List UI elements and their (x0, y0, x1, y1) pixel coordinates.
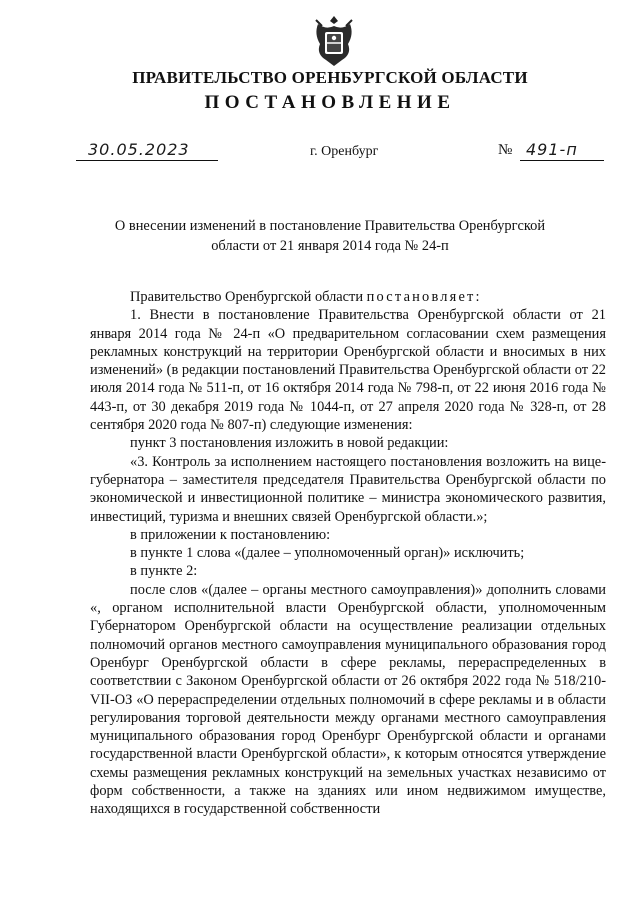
intro-prefix: Правительство Оренбургской области (130, 289, 367, 305)
city-label: г. Оренбург (310, 144, 379, 159)
date-handwritten: 30.05.2023 (88, 140, 190, 159)
organization-title: ПРАВИТЕЛЬСТВО ОРЕНБУРГСКОЙ ОБЛАСТИ (132, 68, 528, 87)
paragraph-6: в пункте 2: (130, 563, 198, 580)
paragraph-3: «3. Контроль за исполнением настоящего постановления возложить на вице-губернатора – заместителя председателя Правительства Оренбургской области по экономической и инвестиционной политике – министра экономического развития, инвестиций, туризма и внешних связей Оренбургской области.»; (90, 453, 606, 525)
paragraph-4: в приложении к постановлению: (130, 526, 331, 543)
paragraph-2: пункт 3 постановления изложить в новой редакции: (130, 435, 449, 452)
document-subject (100, 216, 560, 256)
subject-line-1: О внесении изменений в постановление Правительства Оренбургской (114, 218, 546, 234)
coat-of-arms-icon (312, 14, 356, 68)
paragraph-7: после слов «(далее – органы местного самоуправления)» дополнить словами «, органом исполнительной власти Оренбургской области, уполномоченным Губернатором Оренбургской области на осуществление реализации отдельных полномочий органов местного самоуправления муниципального образования город Оренбург Оренбургской области в сфере рекламы, перераспределенных в соответствии с Законом Оренбургской области от 26 октября 2022 года № 518/210-VII-ОЗ «О перераспределении отдельных полномочий в сфере рекламы и в области регулирования торговой деятельности между органами местного самоуправления муниципального образования город Оренбург Оренбургской области и органами государственной власти Оренбургской области», к которым относятся утверждение схемы размещения рекламных конструкций на земельных участках независимо от форм собственности, а также на зданиях или ином недвижимом имуществе, находящихся в государственной собственности (90, 581, 606, 818)
number-field (520, 140, 604, 161)
paragraph-1: 1. Внести в постановление Правительства Оренбургской области от 21 января 2014 года № 24-п «О предварительном согласовании схем размещения рекламных конструкций на территории Оренбургской области и вносимых в них изменений» (в редакции постановлений Правительства Оренбургской области от 22 июля 2014 года № 511-п, от 16 октября 2014 года № 798-п, от 22 июня 2016 года № 443-п, от 30 декабря 2019 года № 1044-п, от 27 апреля 2020 года № 328-п, от 28 сентября 2020 года № 807-п) следующие изменения: (90, 307, 606, 434)
date-field (76, 140, 218, 161)
intro-paragraph (90, 288, 606, 306)
intro-decree-word: постановляет: (366, 289, 482, 305)
number-handwritten: 491-п (526, 140, 578, 159)
document-body (90, 288, 606, 819)
subject-line-2: области от 21 января 2014 года № 24-п (211, 238, 449, 254)
number-label: № (498, 142, 513, 158)
document-type-title: ПОСТАНОВЛЕНИЕ (204, 92, 456, 113)
paragraph-5: в пункте 1 слова «(далее – уполномоченный орган)» исключить; (130, 545, 525, 562)
